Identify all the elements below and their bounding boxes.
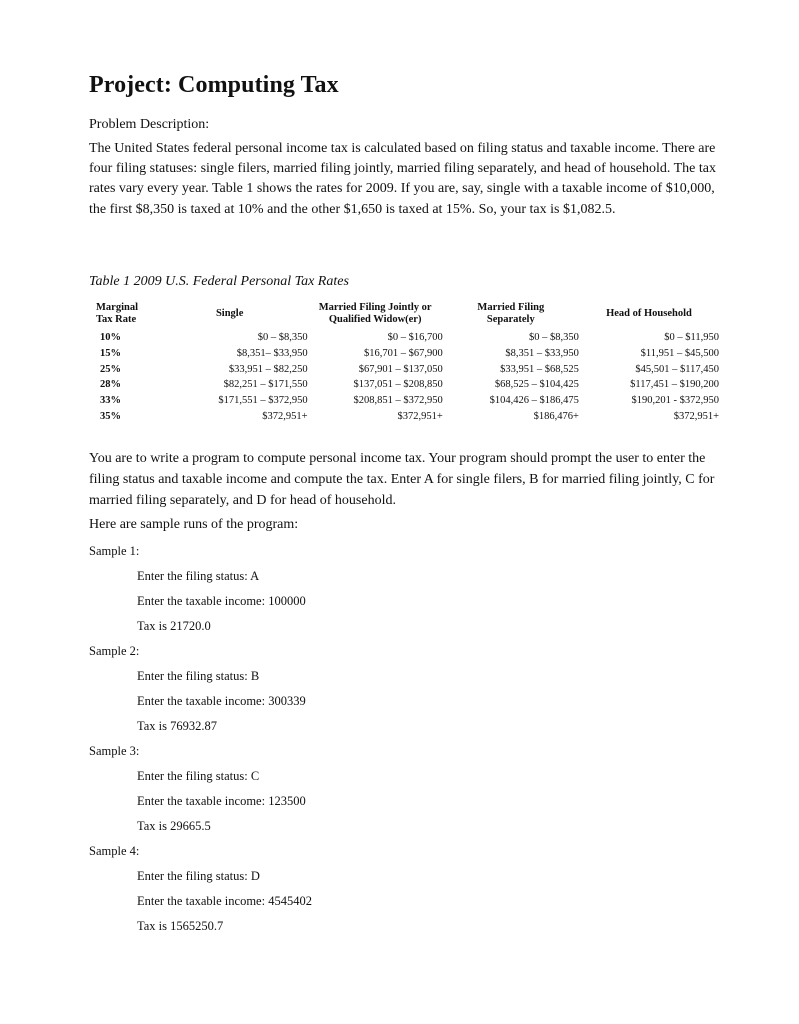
sample-label: Sample 1:	[89, 544, 140, 558]
cell-mfs: $33,951 – $68,525	[500, 363, 579, 375]
sample-income-line: Enter the taxable income: 100000	[137, 594, 306, 608]
cell-mfj: $208,851 – $372,950	[353, 395, 443, 407]
cell-mfj: $0 – $16,700	[387, 332, 443, 343]
sample-run-2	[89, 643, 306, 734]
cell-hoh: $190,201 - $372,950	[631, 395, 719, 407]
header-married-filing-jointly	[308, 302, 443, 330]
header-mfs-line1: Married Filing	[477, 302, 545, 313]
cell-mfj: $67,901 – $137,050	[358, 363, 443, 375]
sample-label: Sample 4:	[89, 844, 140, 858]
cell-mfj: $16,701 – $67,900	[363, 347, 443, 359]
page-title: Project: Computing Tax	[89, 72, 339, 98]
sample-run-1	[89, 543, 306, 634]
cell-single: $33,951 – $82,250	[228, 363, 308, 375]
cell-mfs: $186,476+	[533, 410, 579, 422]
sample-run-4	[89, 843, 312, 934]
sample-tax-line: Tax is 29665.5	[137, 819, 211, 833]
sample-status-line: Enter the filing status: A	[137, 569, 260, 583]
cell-rate: 28%	[100, 379, 121, 391]
header-rate-line1: Marginal	[96, 302, 138, 313]
header-mfj-line1: Married Filing Jointly or	[318, 302, 432, 313]
header-mfs-line2: Separately	[486, 314, 535, 325]
cell-rate: 33%	[100, 395, 121, 407]
cell-hoh: $11,951 – $45,500	[640, 347, 719, 359]
header-head-of-household: Head of Household	[606, 308, 692, 319]
cell-rate: 35%	[100, 410, 121, 422]
cell-hoh: $0 – $11,950	[664, 332, 719, 343]
table-row	[96, 393, 719, 409]
sample-label: Sample 3:	[89, 744, 140, 758]
sample-income-line: Enter the taxable income: 300339	[137, 694, 306, 708]
problem-description-label: Problem Description:	[89, 117, 210, 132]
header-rate-line2: Tax Rate	[96, 314, 137, 325]
instructions-text: You are to write a program to compute personal income tax. Your program should prompt the user to enter the filing status and taxable income and compute the tax. Enter A for single filers, B for married filing jointly, C for married filing separately, and D for head of household.	[89, 451, 715, 508]
cell-rate: 10%	[100, 332, 121, 343]
table-row	[96, 330, 719, 346]
sample-income-line: Enter the taxable income: 123500	[137, 794, 306, 808]
cell-single: $171,551 – $372,950	[218, 395, 308, 407]
header-single: Single	[215, 308, 244, 319]
table-row	[96, 377, 719, 393]
cell-mfs: $8,351 – $33,950	[505, 347, 579, 359]
problem-description-text: The United States federal personal income tax is calculated based on filing status and taxable income. There are four filing statuses: single filers, married filing jointly, married filing separately, and head of household. The tax rates vary every year. Table 1 shows the rates for 2009. If you are, say, single with a taxable income of $10,000, the first $8,350 is taxed at 10% and the other $1,650 is taxed at 15%. So, your tax is $1,082.5.	[89, 141, 716, 217]
table-row	[96, 409, 719, 425]
cell-single: $372,951+	[262, 410, 308, 422]
sample-run-3	[89, 743, 306, 834]
cell-mfj: $137,051 – $208,850	[353, 379, 443, 391]
table-caption: Table 1 2009 U.S. Federal Personal Tax Rates	[89, 274, 349, 289]
table-row	[96, 346, 719, 362]
cell-rate: 15%	[100, 347, 121, 359]
tax-rates-table	[96, 302, 719, 425]
sample-tax-line: Tax is 76932.87	[137, 719, 218, 733]
cell-hoh: $45,501 – $117,450	[635, 363, 719, 375]
cell-hoh: $372,951+	[673, 410, 719, 422]
cell-mfs: $0 – $8,350	[529, 332, 579, 343]
samples-intro: Here are sample runs of the program:	[89, 517, 299, 532]
cell-mfs: $68,525 – $104,425	[494, 379, 579, 391]
header-married-filing-separately	[443, 302, 579, 330]
sample-status-line: Enter the filing status: D	[137, 869, 260, 883]
cell-single: $0 – $8,350	[257, 332, 308, 343]
sample-tax-line: Tax is 21720.0	[137, 619, 211, 633]
sample-income-line: Enter the taxable income: 4545402	[137, 894, 312, 908]
table-row	[96, 362, 719, 378]
sample-label: Sample 2:	[89, 644, 140, 658]
header-mfj-line2: Qualified Widow(er)	[328, 314, 422, 325]
cell-mfs: $104,426 – $186,475	[489, 395, 579, 407]
sample-status-line: Enter the filing status: C	[137, 769, 260, 783]
cell-mfj: $372,951+	[397, 410, 443, 422]
cell-hoh: $117,451 – $190,200	[630, 379, 719, 391]
table-header-row	[96, 302, 719, 330]
header-marginal-tax-rate	[96, 302, 152, 330]
sample-status-line: Enter the filing status: B	[137, 669, 260, 683]
sample-tax-line: Tax is 1565250.7	[137, 919, 224, 933]
cell-rate: 25%	[100, 363, 121, 375]
cell-single: $8,351– $33,950	[236, 347, 308, 359]
cell-single: $82,251 – $171,550	[223, 379, 308, 391]
